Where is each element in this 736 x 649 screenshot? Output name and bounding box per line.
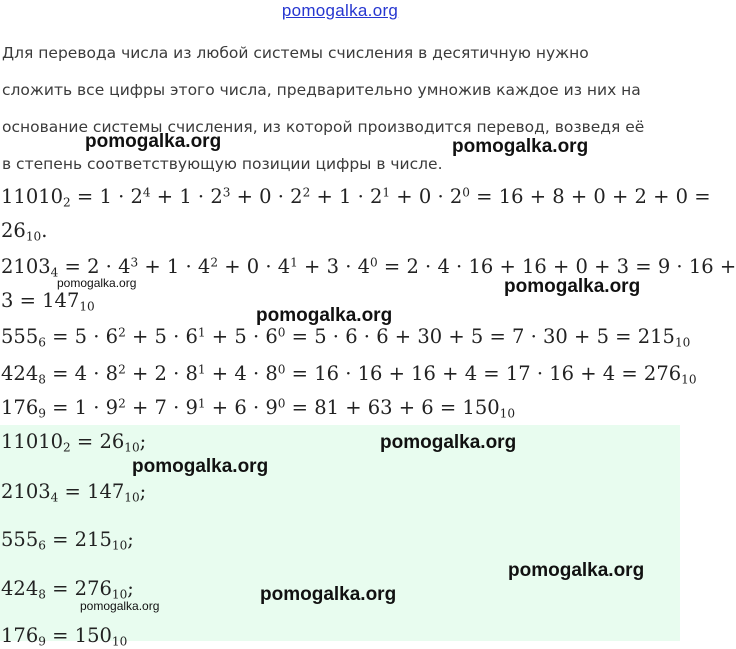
explanation-line-3: основание системы счисления, из которой производится перевод, возведя её (2, 118, 645, 136)
explanation-line-4: в степень соответствующую позиции цифры в числе. (2, 155, 443, 173)
calculation-2: $2103_4 = 2 \cdot 4^3 + 1 \cdot 4^2 + 0 \cdot 4^1 + 3 \cdot 4^0 = 2 \cdot 4 \cdot 16 + 16 + 0 + 3 = 9 \cdot 16$ + (1, 255, 736, 280)
watermark: pomogalka.org (256, 305, 393, 326)
calculation-2-cont: $3 = 147_{10}$ (1, 289, 95, 314)
watermark: pomogalka.org (508, 560, 645, 581)
calculation-3: $555_6 = 5 \cdot 6^2 + 5 \cdot 6^1 + 5 \cdot 6^0 = 5 \cdot 6 \cdot 6 + 30 + 5 = 7 \cdot 30 + 5 = 215_{10}$ (1, 325, 691, 350)
explanation-line-2: сложить все цифры этого числа, предварительно умножив каждое из них на (2, 81, 641, 99)
watermark: pomogalka.org (380, 432, 517, 453)
explanation-line-1: Для перевода числа из любой системы счисления в десятичную нужно (2, 44, 589, 62)
site-watermark-link[interactable]: pomogalka.org (281, 1, 399, 20)
answer-3: $555_6 = 215_{10}$; (1, 528, 134, 553)
calculation-1-cont: $26_{10}$. (1, 219, 48, 244)
answer-5: $176_9 = 150_{10}$ (1, 624, 128, 649)
answer-1: $11010_2 = 26_{10}$; (1, 430, 147, 455)
watermark: pomogalka.org (260, 584, 397, 605)
watermark: pomogalka.org (85, 131, 222, 152)
answer-4: $424_8 = 276_{10}$; (1, 577, 134, 602)
watermark: pomogalka.org (452, 136, 589, 157)
calculation-1: $11010_2 = 1 \cdot 2^4 + 1 \cdot 2^3 + 0 \cdot 2^2 + 1 \cdot 2^1 + 0 \cdot 2^0 = 16 + 8 + 0 + 2 + 0$ = (1, 185, 711, 210)
watermark: pomogalka.org (504, 276, 641, 297)
watermark: pomogalka.org (80, 599, 160, 613)
calculation-4: $424_8 = 4 \cdot 8^2 + 2 \cdot 8^1 + 4 \cdot 8^0 = 16 \cdot 16 + 16 + 4 = 17 \cdot 16 + 4 = 276_{10}$ (1, 362, 697, 387)
answer-2: $2103_4 = 147_{10}$; (1, 480, 147, 505)
calculation-5: $176_9 = 1 \cdot 9^2 + 7 \cdot 9^1 + 6 \cdot 9^0 = 81 + 63 + 6 = 150_{10}$ (1, 396, 516, 421)
watermark: pomogalka.org (132, 456, 269, 477)
watermark: pomogalka.org (57, 276, 137, 290)
